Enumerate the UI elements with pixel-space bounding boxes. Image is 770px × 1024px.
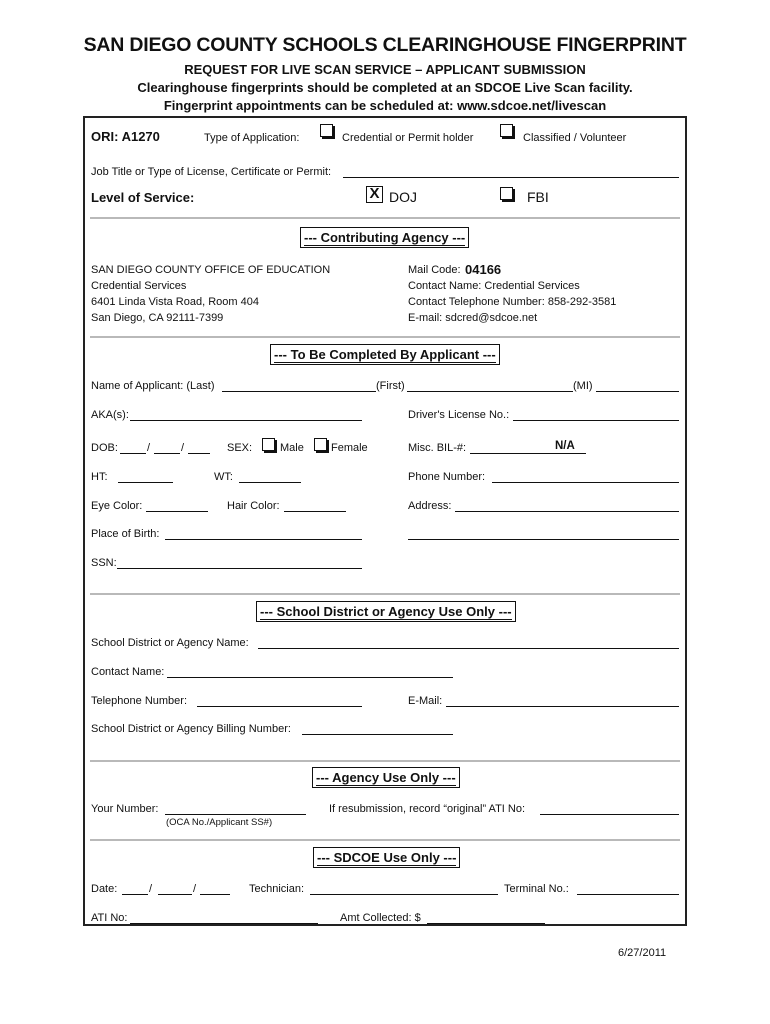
district-email-label: E-Mail: — [408, 695, 443, 707]
applicant-section-heading: --- To Be Completed By Applicant --- — [270, 344, 500, 365]
dob-label: DOB: — [91, 442, 118, 454]
fbi-label: FBI — [527, 189, 549, 205]
credential-option-label: Credential or Permit holder — [342, 132, 474, 144]
district-contact-label: Contact Name: — [91, 666, 165, 678]
height-label: HT: — [91, 471, 108, 483]
contact-email: E-mail: sdcred@sdcoe.net — [408, 312, 538, 324]
date-year-field[interactable] — [200, 894, 230, 895]
eye-color-field[interactable] — [146, 511, 208, 512]
address-field-line2[interactable] — [408, 539, 679, 540]
weight-label: WT: — [214, 471, 233, 483]
section-divider — [90, 593, 680, 595]
district-phone-label: Telephone Number: — [91, 695, 188, 707]
ori-label: ORI: A1270 — [91, 129, 160, 144]
eye-color-label: Eye Color: — [91, 500, 143, 512]
applicant-last-name-label: Name of Applicant: (Last) — [91, 380, 215, 392]
phone-number-label: Phone Number: — [408, 471, 486, 483]
terminal-label: Terminal No.: — [504, 883, 569, 895]
contributing-agency-heading: --- Contributing Agency --- — [300, 227, 469, 248]
credential-checkbox[interactable] — [320, 124, 333, 137]
district-name-field[interactable] — [258, 648, 679, 649]
section-divider — [90, 839, 680, 841]
date-month-field[interactable] — [122, 894, 148, 895]
section-divider — [90, 217, 680, 219]
doj-label: DOJ — [389, 189, 417, 205]
date-slash: / — [193, 883, 197, 895]
dob-year-field[interactable] — [188, 453, 210, 454]
aka-field[interactable] — [130, 420, 362, 421]
first-name-label: (First) — [376, 380, 405, 392]
female-checkbox[interactable] — [314, 438, 327, 451]
section-divider — [90, 760, 680, 762]
weight-field[interactable] — [239, 482, 301, 483]
doj-checkbox[interactable] — [366, 186, 383, 203]
male-checkbox[interactable] — [262, 438, 275, 451]
ati-field[interactable] — [130, 923, 318, 924]
last-name-field[interactable] — [222, 391, 376, 392]
hair-color-field[interactable] — [284, 511, 346, 512]
district-contact-field[interactable] — [167, 677, 453, 678]
contact-name: Contact Name: Credential Services — [408, 280, 580, 292]
amount-collected-field[interactable] — [427, 923, 545, 924]
job-title-label: Job Title or Type of License, Certificate or Permit: — [91, 166, 332, 178]
org-name: SAN DIEGO COUNTY OFFICE OF EDUCATION — [91, 264, 331, 276]
ssn-field[interactable] — [117, 568, 362, 569]
agency-section-heading: --- Agency Use Only --- — [312, 767, 460, 788]
drivers-license-label: Driver's License No.: — [408, 409, 510, 421]
mi-field[interactable] — [596, 391, 679, 392]
technician-field[interactable] — [310, 894, 498, 895]
ati-label: ATI No: — [91, 912, 128, 924]
dob-slash: / — [147, 442, 151, 454]
form-title: SAN DIEGO COUNTY SCHOOLS CLEARINGHOUSE FINGERPRINT — [83, 34, 687, 56]
type-of-application-label: Type of Application: — [204, 132, 300, 144]
org-dept: Credential Services — [91, 280, 187, 292]
place-of-birth-label: Place of Birth: — [91, 528, 160, 540]
address-field-line1[interactable] — [455, 511, 679, 512]
section-divider — [90, 336, 680, 338]
form-subtitle: REQUEST FOR LIVE SCAN SERVICE – APPLICANT SUBMISSION — [184, 62, 586, 77]
height-field[interactable] — [118, 482, 173, 483]
form-appointment-note: Fingerprint appointments can be scheduled at: www.sdcoe.net/livescan — [163, 98, 607, 113]
misc-bil-value: N/A — [555, 440, 575, 452]
original-ati-field[interactable] — [540, 814, 679, 815]
mail-code-value: 04166 — [465, 262, 502, 277]
date-day-field[interactable] — [158, 894, 192, 895]
check-x-icon: X — [369, 185, 380, 202]
billing-number-field[interactable] — [302, 734, 453, 735]
org-city: San Diego, CA 92111-7399 — [91, 312, 224, 324]
misc-bil-label: Misc. BIL-#: — [408, 442, 467, 454]
dob-day-field[interactable] — [154, 453, 180, 454]
dob-slash: / — [181, 442, 185, 454]
ssn-label: SSN: — [91, 557, 117, 569]
amount-collected-label: Amt Collected: $ — [340, 912, 421, 924]
mi-label: (MI) — [573, 380, 593, 392]
level-of-service-label: Level of Service: — [91, 190, 195, 205]
date-slash: / — [149, 883, 153, 895]
district-email-field[interactable] — [446, 706, 679, 707]
terminal-field[interactable] — [577, 894, 679, 895]
form-instruction: Clearinghouse fingerprints should be completed at an SDCOE Live Scan facility. — [137, 80, 633, 95]
job-title-field[interactable] — [343, 177, 679, 178]
dob-month-field[interactable] — [120, 453, 146, 454]
date-label: Date: — [91, 883, 118, 895]
male-label: Male — [280, 442, 304, 454]
aka-label: AKA(s): — [91, 409, 129, 421]
address-label: Address: — [408, 500, 452, 512]
place-of-birth-field[interactable] — [165, 539, 362, 540]
sex-label: SEX: — [227, 442, 253, 454]
revision-date: 6/27/2011 — [618, 947, 667, 959]
misc-bil-field[interactable] — [470, 453, 586, 454]
contact-phone: Contact Telephone Number: 858-292-3581 — [408, 296, 617, 308]
billing-number-label: School District or Agency Billing Number: — [91, 723, 291, 735]
sdcoe-section-heading: --- SDCOE Use Only --- — [313, 847, 460, 868]
org-address: 6401 Linda Vista Road, Room 404 — [91, 296, 259, 308]
classified-checkbox[interactable] — [500, 124, 513, 137]
phone-number-field[interactable] — [492, 482, 679, 483]
technician-label: Technician: — [249, 883, 305, 895]
female-label: Female — [331, 442, 368, 454]
hair-color-label: Hair Color: — [227, 500, 280, 512]
fbi-checkbox[interactable] — [500, 187, 513, 200]
district-section-heading: --- School District or Agency Use Only --- — [256, 601, 516, 622]
district-name-label: School District or Agency Name: — [91, 637, 249, 649]
oca-note: (OCA No./Applicant SS#) — [166, 817, 273, 828]
first-name-field[interactable] — [407, 391, 573, 392]
classified-option-label: Classified / Volunteer — [523, 132, 627, 144]
mail-code-label: Mail Code: — [408, 264, 461, 276]
drivers-license-field[interactable] — [513, 420, 679, 421]
your-number-label: Your Number: — [91, 803, 159, 815]
your-number-field[interactable] — [165, 814, 306, 815]
district-phone-field[interactable] — [197, 706, 362, 707]
resubmission-label: If resubmission, record “original” ATI No: — [329, 803, 526, 815]
